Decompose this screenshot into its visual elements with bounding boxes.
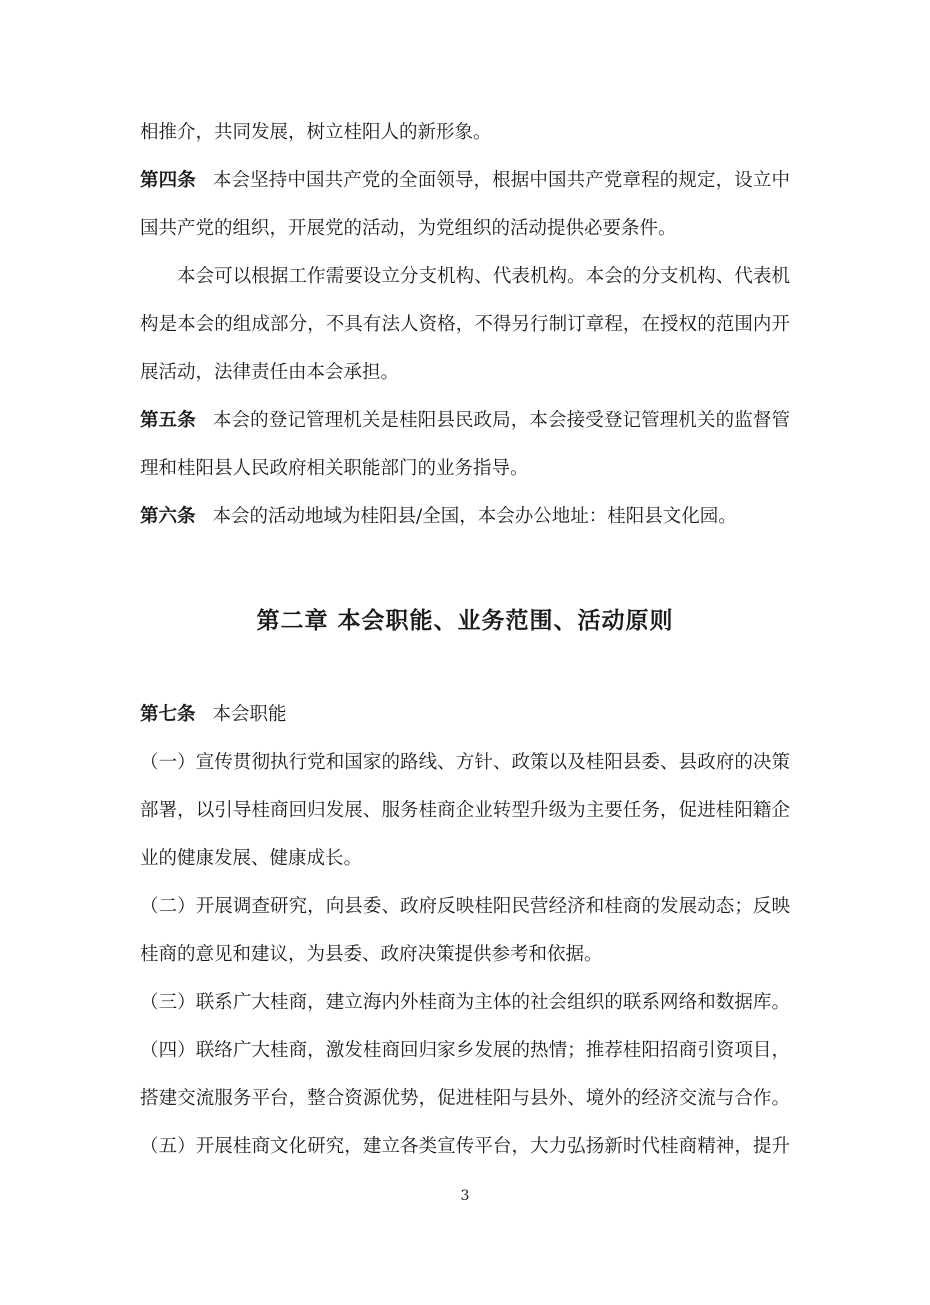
text-line bbox=[140, 835, 790, 883]
text-run: 构是本会的组成部分，不具有法人资格，不得另行制订章程，在授权的范围内开 bbox=[140, 314, 790, 335]
text-line bbox=[140, 931, 790, 979]
text-line bbox=[140, 301, 790, 349]
article-4-line bbox=[140, 157, 790, 205]
article-5-line bbox=[140, 397, 790, 445]
text-line bbox=[140, 205, 790, 253]
document-body bbox=[140, 109, 790, 1171]
text-line bbox=[140, 787, 790, 835]
item-2-line bbox=[140, 883, 790, 931]
text-line bbox=[140, 1075, 790, 1123]
text-run: （四）联络广大桂商，激发桂商回归家乡发展的热情；推荐桂阳招商引资项目， bbox=[140, 1040, 790, 1061]
item-3-line bbox=[140, 979, 790, 1027]
text-run: 国共产党的组织，开展党的活动，为党组织的活动提供必要条件。 bbox=[140, 218, 677, 239]
text-line bbox=[140, 445, 790, 493]
text-run: （三）联系广大桂商，建立海内外桂商为主体的社会组织的联系网络和数据库。 bbox=[140, 992, 790, 1013]
text-run: （一）宣传贯彻执行党和国家的路线、方针、政策以及桂阳县委、县政府的决策 bbox=[140, 752, 790, 773]
article-number-label: 第四条 bbox=[140, 170, 196, 191]
text-run: 相推介，共同发展，树立桂阳人的新形象。 bbox=[140, 122, 492, 143]
text-run: 本会职能 bbox=[212, 704, 287, 725]
text-run: 展活动，法律责任由本会承担。 bbox=[140, 362, 400, 383]
article-number-label: 第六条 bbox=[140, 506, 196, 527]
article-number-label: 第七条 bbox=[140, 704, 196, 725]
text-run: 本会的登记管理机关是桂阳县民政局，本会接受登记管理机关的监督管 bbox=[212, 410, 790, 431]
article-number-label: 第五条 bbox=[140, 410, 196, 431]
item-1-line bbox=[140, 739, 790, 787]
text-line bbox=[140, 253, 790, 301]
item-4-line bbox=[140, 1027, 790, 1075]
text-run: 本会坚持中国共产党的全面领导，根据中国共产党章程的规定，设立中 bbox=[212, 170, 790, 191]
chapter-heading: 第二章 本会职能、业务范围、活动原则 bbox=[256, 608, 674, 634]
text-run: （二）开展调查研究，向县委、政府反映桂阳民营经济和桂商的发展动态；反映 bbox=[140, 896, 790, 917]
text-run: 部署，以引导桂商回归发展、服务桂商企业转型升级为主要任务，促进桂阳籍企 bbox=[140, 800, 790, 821]
text-run: 搭建交流服务平台，整合资源优势，促进桂阳与县外、境外的经济交流与合作。 bbox=[140, 1088, 790, 1109]
article-7-line bbox=[140, 691, 790, 739]
text-run: （五）开展桂商文化研究，建立各类宣传平台，大力弘扬新时代桂商精神，提升 bbox=[140, 1136, 790, 1157]
text-run: 理和桂阳县人民政府相关职能部门的业务指导。 bbox=[140, 458, 529, 479]
article-6-line bbox=[140, 493, 790, 541]
text-line bbox=[140, 349, 790, 397]
page-number: 3 bbox=[460, 1188, 470, 1204]
text-run: 业的健康发展、健康成长。 bbox=[140, 848, 363, 869]
item-5-line bbox=[140, 1123, 790, 1171]
text-run: 本会可以根据工作需要设立分支机构、代表机构。本会的分支机构、代表机 bbox=[177, 266, 790, 287]
text-run: 桂商的意见和建议，为县委、政府决策提供参考和依据。 bbox=[140, 944, 603, 965]
text-run: 本会的活动地域为桂阳县/全国，本会办公地址：桂阳县文化园。 bbox=[212, 506, 737, 527]
text-line bbox=[140, 109, 790, 157]
